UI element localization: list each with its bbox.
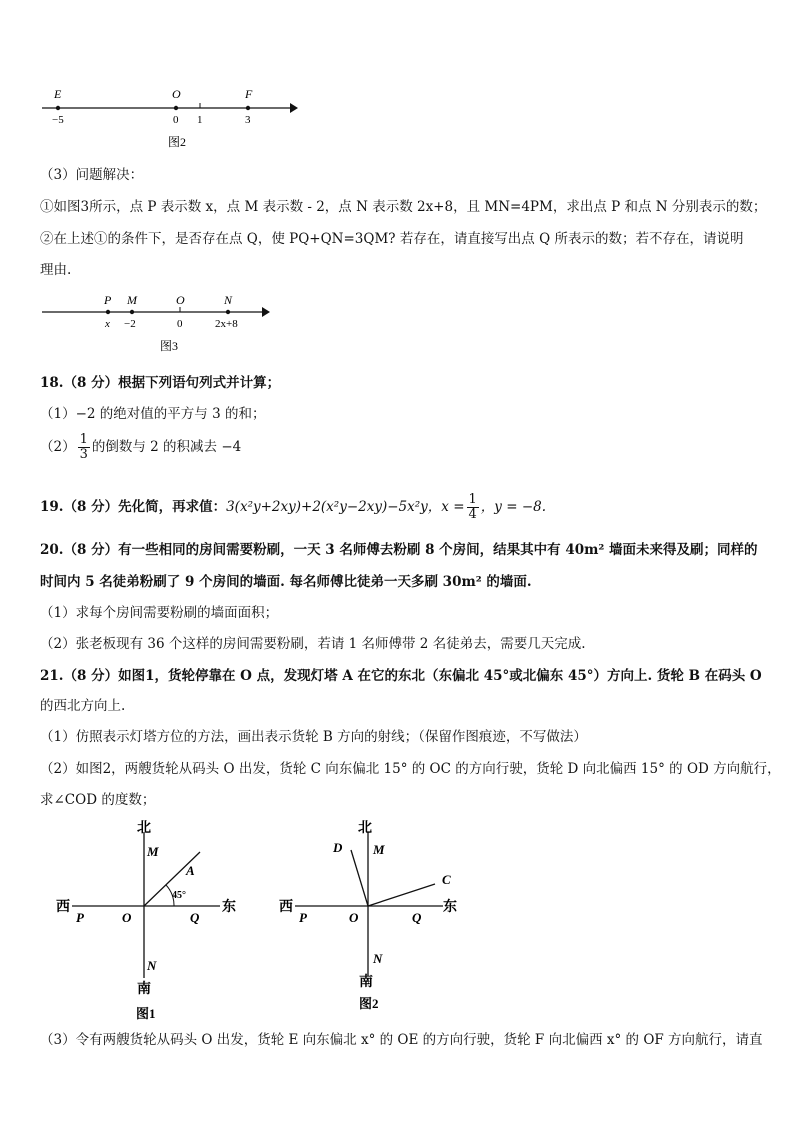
value-1: 1 [197,114,203,126]
point-p-label: P [104,293,112,307]
question-18-part-1: （1）−2 的绝对值的平方与 3 的和； [40,406,266,422]
east-label: 东 [443,900,457,915]
question-19 [40,493,760,522]
point-f-label: F [245,87,253,101]
north-label: 北 [358,821,372,836]
number-line-figure-3 [40,292,280,358]
value-minus-2: −2 [124,318,136,330]
question-18-title: 18.（8 分）根据下列语句列式并计算； [40,375,281,391]
question-21-part-2-cont: 求∠COD 的度数； [40,792,156,808]
point-e-label: E [54,87,62,101]
number-line-figure-2 [40,82,300,154]
denominator: 4 [468,507,477,522]
y-equals: ，y = −8. [480,499,547,515]
expression: 3(x²y+2xy)+2(x²y−2xy)−5x²y， [226,499,442,515]
point-p-label: P [76,910,84,925]
x-equals: x = [441,499,465,515]
question-17-3-part-2: ②在上述①的条件下，是否存在点 Q，使 PQ+QN=3QM? 若存在，请直接写出点 Q 所表示的数；若不存在，请说明 [40,231,744,247]
question-17-3-heading: （3）问题解决： [40,167,144,183]
question-19-title: 19.（8 分）先化简，再求值： [40,499,227,515]
south-label: 南 [359,975,373,990]
figure-caption: 图2 [359,996,379,1011]
fraction-one-quarter [467,493,479,522]
point-q-label: Q [190,910,200,925]
compass-figure-2 [275,818,475,1044]
compass-figure-1 [50,818,250,1044]
question-20-part-1: （1）求每个房间需要粉刷的墙面面积； [40,605,279,621]
figure-caption: 图2 [168,135,187,149]
question-21-part-1: （1）仿照表示灯塔方位的方法，画出表示货轮 B 方向的射线；（保留作图痕迹，不写做法） [40,729,587,745]
angle-label: 45° [172,890,186,901]
question-21-line-2: 的西北方向上. [40,698,126,714]
numerator: 1 [79,432,88,447]
question-17-3-part-1: ①如图3所示，点 P 表示数 x，点 M 表示数 - 2，点 N 表示数 2x+8，且 MN=4PM，求出点 P 和点 N 分别表示的数； [40,199,767,215]
south-label: 南 [137,982,151,997]
fraction-one-third [78,433,90,462]
question-20-line-1: 20.（8 分）有一些相同的房间需要粉刷，一天 3 名师傅去粉刷 8 个房间，结果其中有 40m² 墙面未来得及刷；同样的 [40,542,758,558]
point-o-label: O [122,910,132,925]
point-a-label: A [186,863,195,878]
denominator: 3 [79,447,88,462]
value-0: 0 [173,114,179,126]
value-3: 3 [245,114,251,126]
value-2x-plus-8: 2x+8 [215,318,238,330]
question-17-3-part-2-cont: 理由. [40,262,72,278]
question-18-part-2 [40,433,760,462]
point-m-label: M [373,842,385,857]
point-m-label: M [147,844,159,859]
north-label: 北 [137,821,151,836]
question-20-line-2: 时间内 5 名徒弟粉刷了 9 个房间的墙面. 每名师傅比徒弟一天多刷 30m² 的墙面. [40,574,532,590]
part-text: 的倒数与 2 的积减去 −4 [91,439,242,455]
point-p-label: P [299,910,307,925]
part-label: （2） [40,439,76,455]
question-20-part-2: （2）张老板现有 36 个这样的房间需要粉刷，若请 1 名师傅带 2 名徒弟去，需要几天完成. [40,636,586,652]
east-label: 东 [222,900,236,915]
question-21-part-3: （3）令有两艘货轮从码头 O 出发，货轮 E 向东偏北 x° 的 OE 的方向行驶，货轮 F 向北偏西 x° 的 OF 方向航行，请直 [40,1032,763,1048]
value-minus-5: −5 [52,114,64,126]
point-o-label: O [349,910,359,925]
west-label: 西 [56,900,70,915]
point-m-label: M [127,293,137,307]
value-x: x [105,318,110,330]
point-q-label: Q [412,910,422,925]
point-d-label: D [333,840,343,855]
numerator: 1 [468,492,477,507]
west-label: 西 [279,900,293,915]
figure-caption: 图1 [136,1006,156,1021]
point-n-label: N [147,958,157,973]
point-n-label: N [224,293,233,307]
point-o-label: O [176,293,185,307]
point-o-label: O [172,87,181,101]
figure-caption: 图3 [160,339,179,353]
value-0: 0 [177,318,183,330]
point-c-label: C [442,872,451,887]
point-n-label: N [373,951,383,966]
question-21-part-2: （2）如图2，两艘货轮从码头 O 出发，货轮 C 向东偏北 15° 的 OC 的方向行驶，货轮 D 向北偏西 15° 的 OD 方向航行， [40,761,781,777]
question-21-line-1: 21.（8 分）如图1，货轮停靠在 O 点，发现灯塔 A 在它的东北（东偏北 45°或北偏东 45°）方向上. 货轮 B 在码头 O [40,668,762,684]
